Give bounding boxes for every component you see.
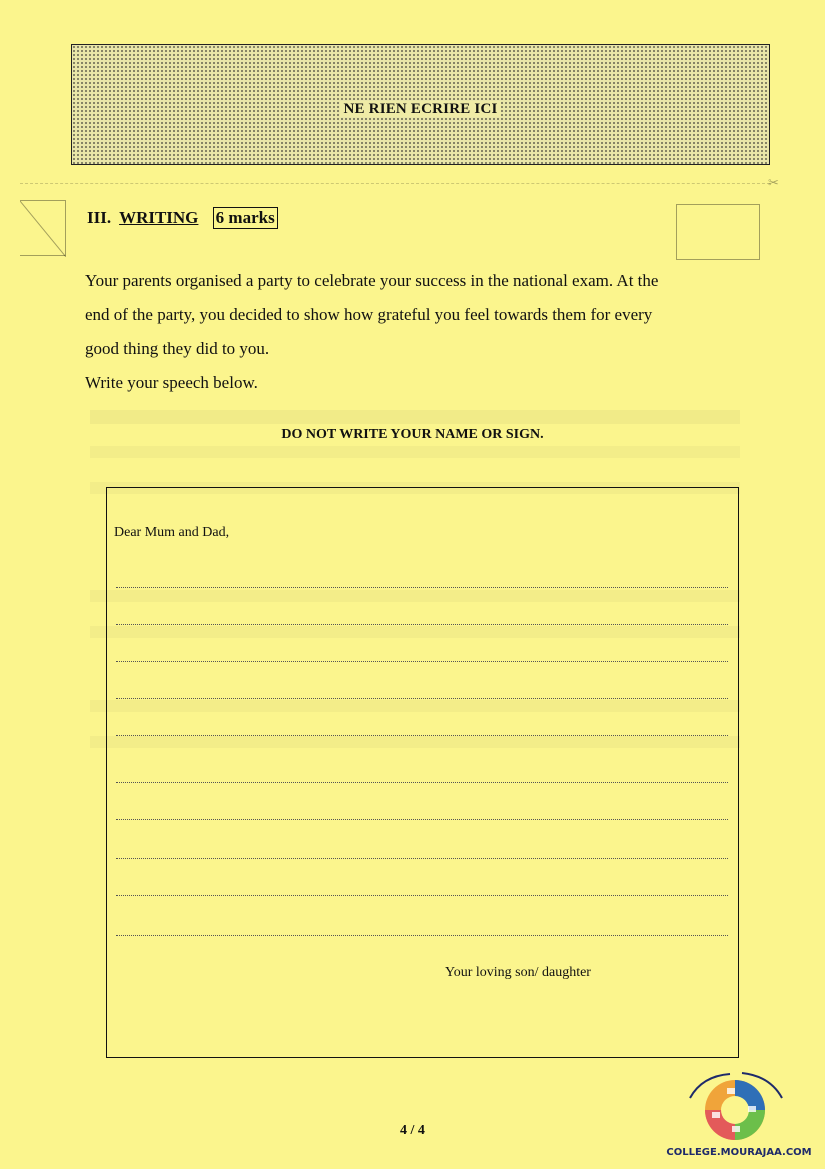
do-not-write-label: [72, 101, 769, 118]
mourajaa-logo: [682, 1068, 792, 1148]
answer-line[interactable]: [116, 698, 728, 699]
answer-line[interactable]: [116, 735, 728, 736]
marks-badge: 6 marks: [213, 207, 278, 229]
writing-prompt: [85, 264, 745, 400]
cut-line: [20, 183, 770, 184]
scissors-icon: ✂: [768, 175, 779, 190]
do-not-write-text: NE RIEN ECRIRE ICI: [340, 101, 500, 117]
section-heading: WRITING: [119, 208, 199, 227]
prompt-line-3: good thing they did to you.: [85, 339, 270, 358]
page-number: 4 / 4: [400, 1123, 425, 1138]
prompt-instruction: Write your speech below.: [85, 373, 258, 392]
do-not-write-box: [71, 44, 770, 165]
section-title: [87, 208, 278, 228]
answer-box[interactable]: [106, 487, 739, 1058]
answer-line[interactable]: [116, 935, 728, 936]
answer-line[interactable]: [116, 661, 728, 662]
score-box-right: [676, 204, 760, 260]
letter-salutation: Dear Mum and Dad,: [114, 525, 230, 540]
section-number: III.: [87, 208, 112, 227]
letter-signoff: Your loving son/ daughter: [445, 965, 591, 980]
logo-wordmark: COLLEGE.MOURAJAA.COM: [666, 1147, 812, 1158]
answer-line[interactable]: [116, 858, 728, 859]
answer-line[interactable]: [116, 624, 728, 625]
diagonal-line-icon: [20, 201, 66, 257]
answer-line[interactable]: [116, 819, 728, 820]
answer-line[interactable]: [116, 587, 728, 588]
answer-line[interactable]: [116, 782, 728, 783]
answer-line[interactable]: [116, 895, 728, 896]
prompt-line-1: Your parents organised a party to celebrate your success in the national exam. At the: [85, 271, 659, 290]
score-box-left: [20, 200, 66, 256]
no-name-notice: DO NOT WRITE YOUR NAME OR SIGN.: [281, 427, 544, 442]
prompt-line-2: end of the party, you decided to show how grateful you feel towards them for every: [85, 305, 653, 324]
